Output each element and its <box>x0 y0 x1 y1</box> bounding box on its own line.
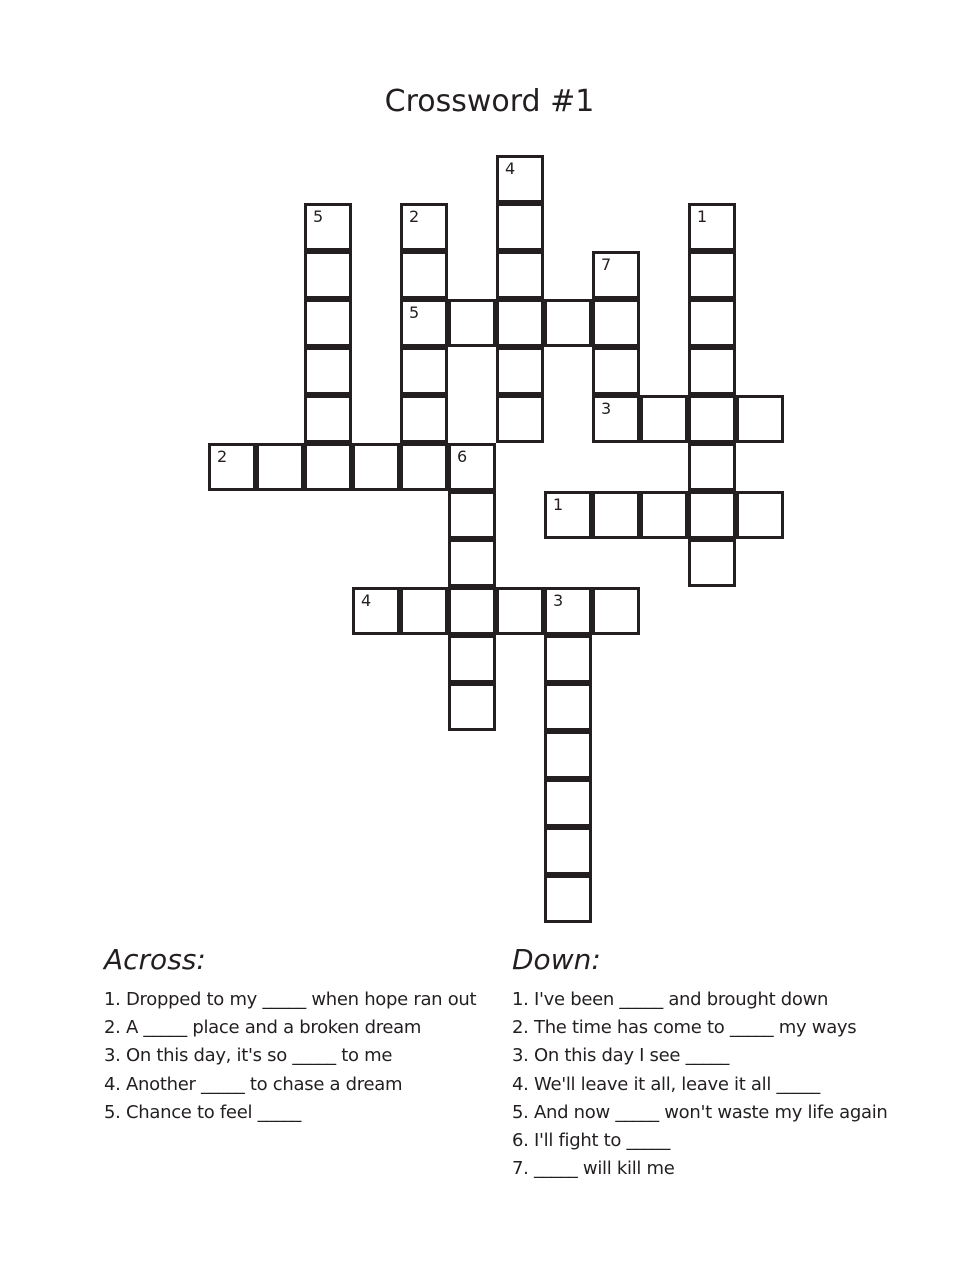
grid-cell <box>448 587 496 635</box>
grid-cell <box>688 251 736 299</box>
grid-cell <box>304 395 352 443</box>
grid-cell <box>448 491 496 539</box>
grid-cell <box>496 251 544 299</box>
grid-cell <box>304 347 352 395</box>
grid-cell <box>448 539 496 587</box>
grid-cell <box>688 443 736 491</box>
grid-cell <box>544 299 592 347</box>
grid-cell <box>400 587 448 635</box>
down-heading: Down: <box>512 943 601 976</box>
down-clue: 3. On this day I see _____ <box>512 1045 730 1067</box>
across-clue: 3. On this day, it's so _____ to me <box>104 1045 393 1067</box>
clue-number: 1 <box>697 207 708 226</box>
clue-number: 2 <box>217 447 228 466</box>
clue-number: 5 <box>313 207 324 226</box>
grid-cell <box>592 299 640 347</box>
down-clue: 2. The time has come to _____ my ways <box>512 1017 857 1039</box>
down-clue: 4. We'll leave it all, leave it all _____ <box>512 1073 820 1095</box>
across-clue: 1. Dropped to my _____ when hope ran out <box>104 989 477 1010</box>
grid-cell <box>400 347 448 395</box>
grid-cell <box>496 347 544 395</box>
grid-cell <box>544 587 592 635</box>
grid-cell <box>448 443 496 491</box>
clue-number: 5 <box>409 303 420 322</box>
grid-cell <box>448 635 496 683</box>
clue-number: 4 <box>361 591 372 610</box>
down-clue: 1. I've been _____ and brought down <box>512 989 829 1010</box>
clue-number: 2 <box>409 207 420 226</box>
grid-cell <box>496 155 544 203</box>
grid-cell <box>544 827 592 875</box>
grid-cell <box>592 491 640 539</box>
grid-cell <box>448 683 496 731</box>
grid-cell <box>544 875 592 923</box>
across-heading: Across: <box>104 943 206 976</box>
across-clue: 4. Another _____ to chase a dream <box>104 1073 403 1095</box>
grid-cell <box>688 395 736 443</box>
grid-cell <box>400 299 448 347</box>
grid-cell <box>400 203 448 251</box>
grid-cell <box>304 299 352 347</box>
grid-cell <box>592 587 640 635</box>
grid-cell <box>544 683 592 731</box>
grid-cell <box>688 347 736 395</box>
down-clue: 7. _____ will kill me <box>512 1158 675 1180</box>
grid-cell <box>688 491 736 539</box>
grid-cell <box>592 251 640 299</box>
grid-cell <box>544 779 592 827</box>
grid-cell <box>592 395 640 443</box>
clue-number: 3 <box>553 591 564 610</box>
grid-cell <box>400 395 448 443</box>
grid-cell <box>736 491 784 539</box>
across-clue-list <box>104 986 476 1127</box>
clue-number: 1 <box>553 495 564 514</box>
grid-cell <box>256 443 304 491</box>
grid-cell <box>400 443 448 491</box>
grid-cell <box>688 203 736 251</box>
clue-number: 6 <box>457 447 468 466</box>
clue-number: 4 <box>505 159 516 178</box>
grid-cell <box>304 443 352 491</box>
grid-cell <box>496 587 544 635</box>
grid-cell <box>448 299 496 347</box>
page-title: Crossword #1 <box>384 84 595 119</box>
grid-cell <box>496 299 544 347</box>
grid-cell <box>688 299 736 347</box>
grid-cell <box>544 491 592 539</box>
grid-cell <box>496 203 544 251</box>
across-clue: 2. A _____ place and a broken dream <box>104 1017 422 1039</box>
grid-cell <box>304 251 352 299</box>
grid-cell <box>544 635 592 683</box>
grid-cell <box>640 395 688 443</box>
grid-cell <box>400 251 448 299</box>
across-clue: 5. Chance to feel _____ <box>104 1101 302 1123</box>
grid-cell <box>352 443 400 491</box>
clue-number: 3 <box>601 399 612 418</box>
grid-cell <box>592 347 640 395</box>
down-clue: 5. And now _____ won't waste my life again <box>512 1101 888 1123</box>
grid-cell <box>736 395 784 443</box>
down-clue: 6. I'll fight to _____ <box>512 1130 671 1152</box>
grid-cell <box>688 539 736 587</box>
grid-cell <box>304 203 352 251</box>
grid-cell <box>640 491 688 539</box>
down-clue-list <box>512 986 888 1183</box>
grid-cell <box>352 587 400 635</box>
grid-cell <box>208 443 256 491</box>
clue-number: 7 <box>601 255 612 274</box>
grid-cell <box>544 731 592 779</box>
grid-cell <box>496 395 544 443</box>
